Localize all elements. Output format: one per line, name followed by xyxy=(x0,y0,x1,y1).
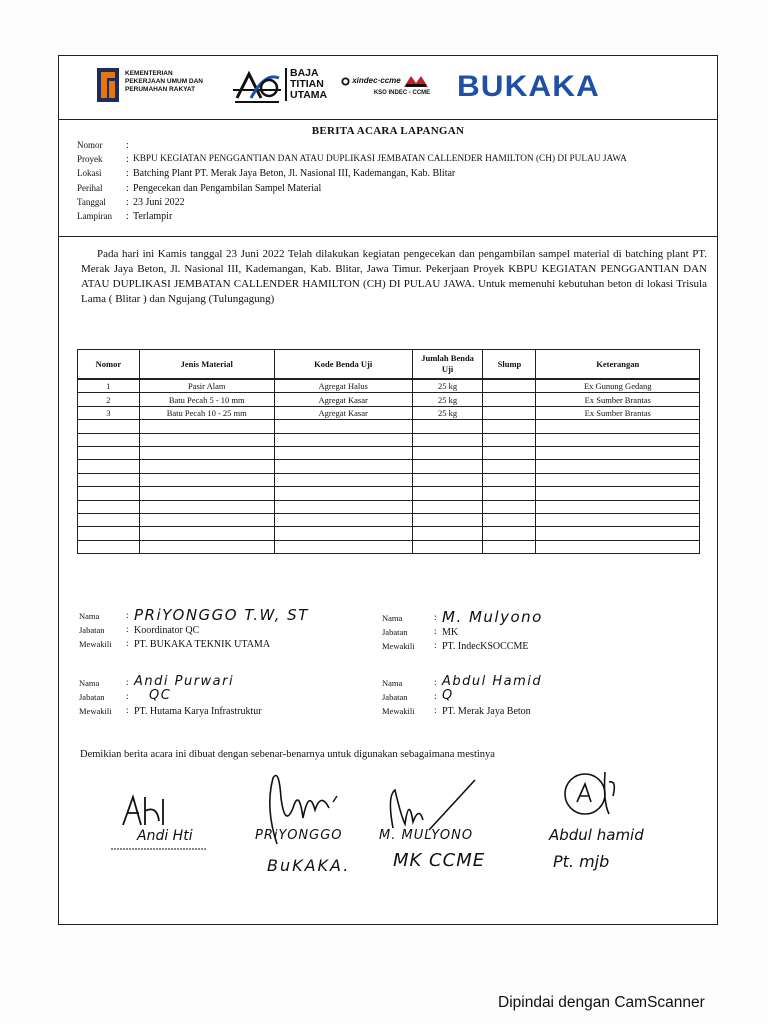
meta-label: Nomor xyxy=(77,140,103,150)
body-paragraph: Pada hari ini Kamis tanggal 23 Juni 2022 Telah dilakukan kegiatan pengecekan dan pengambilan sampel material di batching plant PT. Merak Jaya Beton, Jl. Nasional III, Kademangan, Kab. Blitar, Jawa Timur. Pekerjaan Proyek KBPU KEGIATAN PENGGANTIAN DAN ATAU DUPLIKASI JEMBATAN CALLENDER HAMILTON (CH) DI PULAU JAWA. Untuk memenuhi kebutuhan beton di lokasi Trisula Lama ( Blitar ) dan Ngujang (Tulungagung) xyxy=(81,248,707,305)
signatory-right-bottom: Nama : Abdul Hamid Jabatan : Q Mewakili : PT. Merak Jaya Beton xyxy=(382,674,543,717)
table-cell xyxy=(78,540,140,553)
signatory-name: Andi Purwari xyxy=(134,674,235,689)
table-cell: 25 kg xyxy=(412,379,483,393)
table-body xyxy=(78,379,700,554)
col-header-kode: Kode Benda Uji xyxy=(274,350,412,380)
table-cell xyxy=(139,527,274,540)
table-row xyxy=(78,500,700,513)
table-cell xyxy=(139,420,274,433)
signatory-name: PRiYONGGO T.W, ST xyxy=(134,606,309,624)
signatory-right-top: Nama : M. Mulyono Jabatan : MK Mewakili : PT. IndecKSOCCME xyxy=(382,608,543,652)
table-cell xyxy=(412,540,483,553)
ccme-mountain-icon xyxy=(403,74,429,88)
table-cell xyxy=(412,460,483,473)
meta-label: Lokasi xyxy=(77,168,102,179)
table-cell: 25 kg xyxy=(412,393,483,406)
table-cell xyxy=(78,487,140,500)
table-row xyxy=(78,433,700,446)
meta-label: Perihal xyxy=(77,182,103,193)
kso-logo xyxy=(341,74,437,96)
col-header-jenis: Jenis Material xyxy=(139,350,274,380)
meta-value: Terlampir xyxy=(133,210,173,222)
signatory-name: Abdul Hamid xyxy=(442,674,543,689)
signatory-left-top: Nama : PRiYONGGO T.W, ST Jabatan : Koordinator QC Mewakili : PT. BUKAKA TEKNIK UTAMA xyxy=(79,606,309,650)
baja-line-2: TITIAN xyxy=(290,78,324,90)
signature-underline-1 xyxy=(109,846,209,852)
ministry-line-3: PERUMAHAN RAKYAT xyxy=(125,86,196,93)
table-row xyxy=(78,460,700,473)
signature-ptmjb-text: Pt. mjb xyxy=(553,852,610,871)
table-cell xyxy=(536,540,700,553)
table-cell xyxy=(139,500,274,513)
col-header-keterangan: Keterangan xyxy=(536,350,700,380)
signatory-name: M. Mulyono xyxy=(442,608,543,626)
table-cell: Batu Pecah 10 - 25 mm xyxy=(139,406,274,419)
table-cell xyxy=(139,473,274,486)
section-divider xyxy=(59,236,717,237)
table-cell: Agregat Kasar xyxy=(274,393,412,406)
table-cell: Batu Pecah 5 - 10 mm xyxy=(139,393,274,406)
baja-line-1: BAJA xyxy=(290,67,319,79)
table-cell xyxy=(483,473,536,486)
table-cell xyxy=(483,513,536,526)
table-row xyxy=(78,473,700,486)
table-cell xyxy=(412,473,483,486)
table-cell xyxy=(536,460,700,473)
letterhead xyxy=(59,56,717,120)
table-cell xyxy=(412,527,483,540)
table-cell xyxy=(78,513,140,526)
table-cell xyxy=(412,433,483,446)
signature-bukaka-text: BuKAKA. xyxy=(267,856,351,875)
table-cell xyxy=(274,420,412,433)
bukaka-logo: BUKAKA xyxy=(457,70,600,103)
ministry-line-2: PEKERJAAN UMUM DAN xyxy=(125,78,204,85)
table-cell xyxy=(483,527,536,540)
table-cell xyxy=(139,446,274,459)
table-cell xyxy=(536,500,700,513)
baja-titian-logo-icon xyxy=(231,64,283,108)
table-cell xyxy=(536,473,700,486)
signature-mulyono-icon xyxy=(379,776,479,836)
signatory-company: PT. IndecKSOCCME xyxy=(442,641,529,652)
table-row xyxy=(78,379,700,393)
meta-label: Tanggal xyxy=(77,196,106,207)
table-cell xyxy=(483,433,536,446)
table-cell xyxy=(274,527,412,540)
table-row xyxy=(78,540,700,553)
table-cell: 1 xyxy=(78,379,140,393)
ministry-name xyxy=(125,70,203,94)
closing-statement: Demikian berita acara ini dibuat dengan sebenar-benarnya untuk digunakan sebagaimana mestinya xyxy=(80,749,495,760)
table-cell xyxy=(483,500,536,513)
table-cell: 2 xyxy=(78,393,140,406)
camscanner-watermark: Dipindai dengan CamScanner xyxy=(498,994,705,1011)
table-row xyxy=(78,420,700,433)
signature-mkccme-text: MK CCME xyxy=(393,850,486,871)
table-cell: Pasir Alam xyxy=(139,379,274,393)
meta-label: Proyek xyxy=(77,154,103,165)
signatory-company: PT. BUKAKA TEKNIK UTAMA xyxy=(134,639,271,650)
table-cell xyxy=(412,513,483,526)
document-title: BERITA ACARA LAPANGAN xyxy=(311,125,465,137)
ministry-line-1: KEMENTERIAN xyxy=(125,70,173,77)
table-cell xyxy=(274,460,412,473)
table-cell xyxy=(274,487,412,500)
baja-line-3: UTAMA xyxy=(290,89,328,101)
table-cell xyxy=(483,379,536,393)
table-cell xyxy=(483,460,536,473)
table-cell xyxy=(139,540,274,553)
signature-abdul-text: Abdul hamid xyxy=(549,826,644,844)
table-cell xyxy=(78,460,140,473)
table-cell xyxy=(274,433,412,446)
meta-value: Pengecekan dan Pengambilan Sampel Material xyxy=(133,182,322,194)
table-cell xyxy=(412,487,483,500)
table-cell xyxy=(536,513,700,526)
material-table xyxy=(77,349,700,554)
table-cell xyxy=(412,500,483,513)
table-cell xyxy=(139,487,274,500)
table-cell: Ex Sumber Brantas xyxy=(536,406,700,419)
pu-ministry-logo-icon xyxy=(97,68,119,102)
table-row xyxy=(78,527,700,540)
table-cell xyxy=(483,487,536,500)
signature-mulyono-text: M. MULYONO xyxy=(379,828,474,843)
signatory-position: Q xyxy=(442,688,454,703)
table-cell xyxy=(78,527,140,540)
signature-priyonggo-text: PRiYONGGO xyxy=(255,828,343,843)
table-cell xyxy=(274,540,412,553)
table-cell xyxy=(536,527,700,540)
table-cell xyxy=(78,420,140,433)
baja-titian-name xyxy=(285,68,327,101)
table-cell: Agregat Kasar xyxy=(274,406,412,419)
table-cell xyxy=(274,500,412,513)
table-cell xyxy=(274,473,412,486)
col-header-jumlah: Jumlah Benda Uji xyxy=(412,350,483,380)
signatory-left-bottom: Nama : Andi Purwari Jabatan : QC Mewakili : PT. Hutama Karya Infrastruktur xyxy=(79,674,262,717)
table-cell: Ex Gunung Gedang xyxy=(536,379,700,393)
table-cell xyxy=(274,446,412,459)
table-cell xyxy=(483,446,536,459)
signature-andi-icon xyxy=(119,791,179,831)
table-cell: Ex Sumber Brantas xyxy=(536,393,700,406)
table-cell xyxy=(483,420,536,433)
signatory-position: Koordinator QC xyxy=(134,625,200,636)
table-cell xyxy=(78,500,140,513)
table-cell: Agregat Halus xyxy=(274,379,412,393)
table-cell xyxy=(536,487,700,500)
table-cell xyxy=(483,393,536,406)
table-cell xyxy=(139,513,274,526)
table-row xyxy=(78,487,700,500)
document-page: KEMENTERIAN PEKERJAAN UMUM DAN PERUMAHAN RAKYAT BAJA TITIAN UTAMA xindec·ccme KSO INDEC - CCME BUKAKA BERITA ACARA LAPANGAN Nomor : Proyek : KBPU KEGIATAN PENGGANTIAN DAN ATAU DUPLIKASI JEMBATAN CALLENDER HAMILTON (CH) DI PULAU JAWA Lokasi : Batching Plant PT. Merak Jaya Beton, Jl. Nasional III, Kademangan, Kab. Blitar Perihal : Pengecekan dan Pengambilan Sampel Material Tanggal : 23 Juni 2022 Lampiran : Terlampir Pada hari ini Kamis tanggal 23 Juni 2022 Telah dilakukan kegiatan pengecekan dan pengambilan sampel material di batching plant PT. Merak Jaya Beton, Jl. Nasional III, Kademangan, Kab. Blitar, Jawa Timur. Pekerjaan Proyek KBPU KEGIATAN PENGGANTIAN DAN ATAU DUPLIKASI JEMBATAN CALLENDER HAMILTON (CH) DI PULAU JAWA. Untuk memenuhi kebutuhan beton di lokasi Trisula Lama ( Blitar ) dan Ngujang (Tulungagung) Nomor Jenis Material Kode Benda Uji Jumlah Benda Uji Slump Keterangan 1 Pasir Alam Agregat Halus 25 kg Ex Gunung Gedang 2 Batu Pecah 5 - 10 mm Agregat Kasar 25 kg Ex Sumber Brantas 3 Batu Pecah 10 - 25 mm Agregat Kasar 25 kg Ex Sumber Brantas Nama : PRiYONGGO T.W, ST Jabatan : Koordinator QC Mewakili : PT. BUKAKA TEKNIK UTAMA Nama : M. Mulyono Jabatan : MK Mewakili : PT. IndecKSOCCME Nama : Andi Purwari Jabatan : QC Mewakili : PT. Hutama Karya Infrastruktur Nama : Abdul Hamid Jabatan : Q Mewakili : PT. Merak Jaya Beton Demikian berita acara ini dibuat dengan sebenar-benarnya untuk digunakan sebagaimana mestinya Andi Hti PRiYONGGO BuKAKA. M. MULYONO MK CCME Abdul hamid Pt. mjb xyxy=(58,55,718,925)
table-row xyxy=(78,393,700,406)
col-header-slump: Slump xyxy=(483,350,536,380)
table-cell: 25 kg xyxy=(412,406,483,419)
table-cell: 3 xyxy=(78,406,140,419)
table-cell xyxy=(536,433,700,446)
kso-gear-icon xyxy=(341,77,350,86)
col-header-nomor: Nomor xyxy=(78,350,140,380)
table-cell xyxy=(139,433,274,446)
signatory-company: PT. Hutama Karya Infrastruktur xyxy=(134,706,262,717)
signatory-company: PT. Merak Jaya Beton xyxy=(442,706,531,717)
kso-label: KSO INDEC - CCME xyxy=(373,90,431,96)
table-cell xyxy=(78,446,140,459)
table-cell xyxy=(78,433,140,446)
table-row xyxy=(78,406,700,419)
signatory-position: QC xyxy=(149,688,172,703)
table-cell xyxy=(274,513,412,526)
table-cell xyxy=(483,540,536,553)
table-header-row xyxy=(78,350,700,380)
table-cell xyxy=(139,460,274,473)
meta-value: KBPU KEGIATAN PENGGANTIAN DAN ATAU DUPLIKASI JEMBATAN CALLENDER HAMILTON (CH) DI PULAU JAWA xyxy=(133,154,627,165)
meta-value: 23 Juni 2022 xyxy=(133,196,185,208)
table-cell xyxy=(536,446,700,459)
table-row xyxy=(78,513,700,526)
table-cell xyxy=(412,420,483,433)
signature-abdul-icon xyxy=(557,762,637,822)
table-cell xyxy=(78,473,140,486)
kso-brand: xindec·ccme xyxy=(352,76,401,86)
meta-label: Lampiran xyxy=(77,210,112,221)
meta-value: Batching Plant PT. Merak Jaya Beton, Jl. Nasional III, Kademangan, Kab. Blitar xyxy=(133,168,456,180)
table-cell xyxy=(483,406,536,419)
table-cell xyxy=(412,446,483,459)
signature-andi-text: Andi Hti xyxy=(137,828,193,844)
table-cell xyxy=(536,420,700,433)
signatory-position: MK xyxy=(442,627,459,638)
table-row xyxy=(78,446,700,459)
